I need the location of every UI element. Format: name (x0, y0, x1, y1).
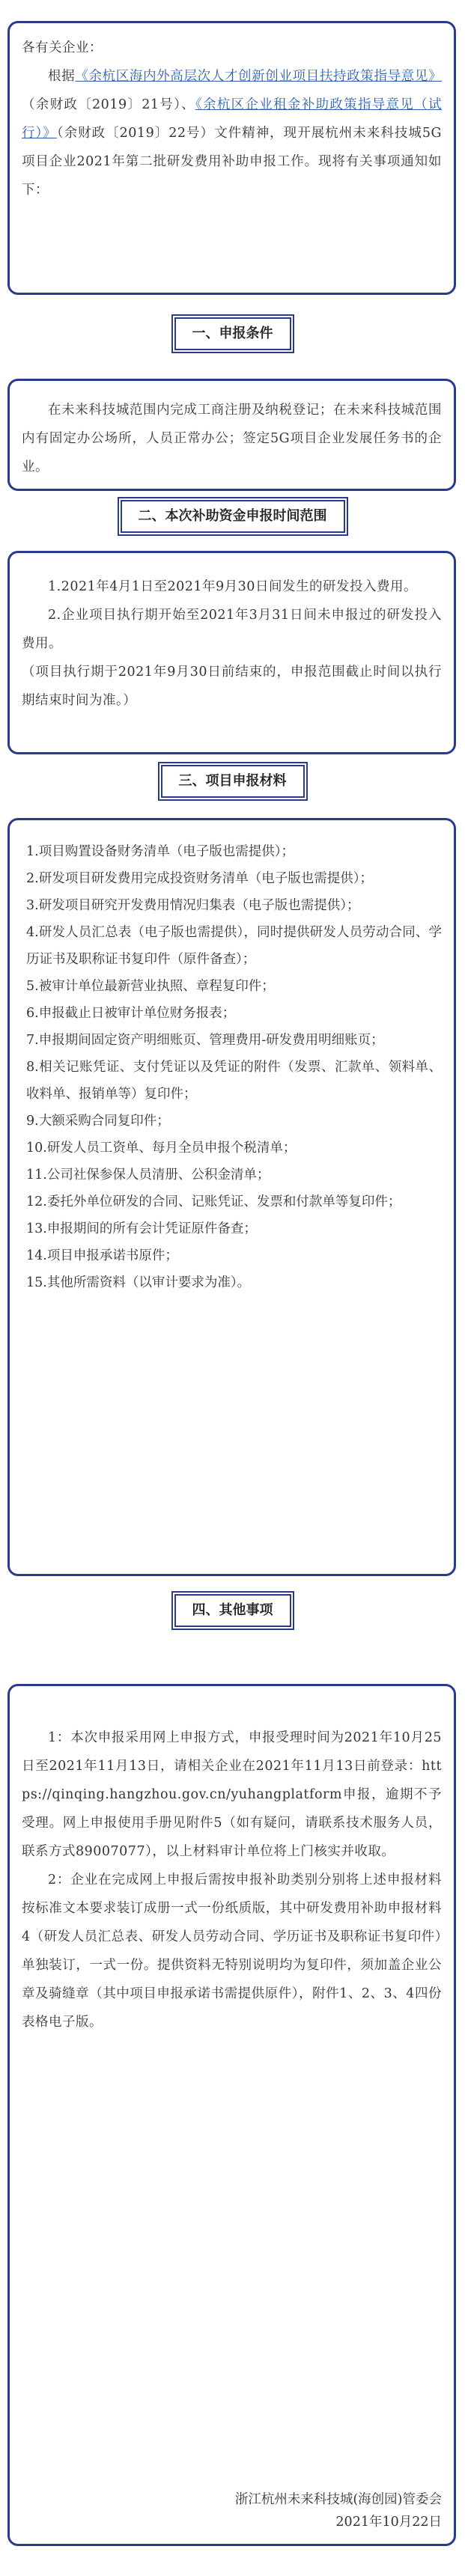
intro-pre: 根据 (48, 69, 76, 84)
signature-org: 浙江杭州未来科技城(海创园)管委会 (234, 2492, 442, 2507)
greeting: 各有关企业： (22, 40, 103, 55)
section-3-box (7, 818, 456, 1576)
material-item: 2.研发项目研发费用完成投资财务清单（电子版也需提供）； (26, 871, 373, 886)
material-item: 5.被审计单位最新营业执照、章程复印件； (26, 979, 275, 994)
other-item-2: 2：企业在完成网上申报后需按申报补助类别分别将上述申报材料按标准文本要求装订成册一式一份纸质版，其中研发费用补助申报材料4（研发人员汇总表、研发人员劳动合同、学历证书及职称证书复印件）单独装订，一式一份。提供资料无特别说明均为复印件，须加盖企业公章及骑缝章（其中项目申报承诺书需提供原件），附件1、2、3、4四份表格电子版。 (22, 1873, 442, 2030)
material-item: 7.申报期间固定资产明细账页、管理费用-研发费用明细账页； (26, 1033, 384, 1048)
material-item: 11.公司社保参保人员清册、公积金清单； (26, 1168, 270, 1182)
section-4-title: 四、其他事项 (174, 1594, 291, 1627)
material-item: 1.项目购置设备财务清单（电子版也需提供）； (26, 844, 294, 859)
intro-paragraph (22, 62, 442, 204)
material-item: 3.研发项目研究开发费用情况归集表（电子版也需提供）； (26, 898, 360, 913)
section-4-box (7, 1684, 456, 2546)
section-1-text: 在未来科技城范围内完成工商注册及纳税登记；在未来科技城范围内有固定办公场所，人员正常办公；签定5G项目企业发展任务书的企业。 (22, 403, 442, 474)
material-item: 10.研发人员工资单、每月全员申报个税清单； (26, 1141, 297, 1156)
policy-link-2[interactable]: 《余杭区企业租金补助政策指导意见（试行）》 (22, 97, 442, 141)
material-item: 14.项目申报承诺书原件； (26, 1248, 178, 1263)
section-1-box (7, 379, 456, 491)
section-2-item: 2.企业项目执行期开始至2021年3月31日间未申报过的研发投入费用。 (22, 608, 442, 651)
material-item: 15.其他所需资料（以审计要求为准）。 (26, 1275, 251, 1290)
signature (235, 2488, 442, 2533)
signature-date: 2021年10月22日 (335, 2515, 442, 2530)
section-3-title: 三、项目申报材料 (161, 765, 305, 798)
section-2-item: 1.2021年4月1日至2021年9月30日间发生的研发投入费用。 (48, 579, 417, 594)
section-2-title: 二、本次补助资金申报时间范围 (121, 500, 345, 533)
material-item: 4.研发人员汇总表（电子版也需提供），同时提供研发人员劳动合同、学历证书及职称证书复印件（原件备查）； (26, 925, 442, 967)
other-item-1: 1：本次申报采用网上申报方式，申报受理时间为2021年10月25日至2021年11月13日，请相关企业在2021年11月13日前登录：https://qinqing.hangzhou.gov.cn/yuhangplatform申报，逾期不予受理。网上申报使用手册见附件5（如有疑问，请联系技术服务人员，联系方式89007077），以上材料审计单位将上门核实并收取。 (22, 1730, 442, 1859)
material-item: 12.委托外单位研发的合同、记账凭证、发票和付款单等复印件； (26, 1194, 401, 1209)
material-item: 9.大额采购合同复印件； (26, 1114, 170, 1129)
material-item: 8.相关记账凭证、支付凭证以及凭证的附件（发票、汇款单、领料单、收料单、报销单等）复印件； (26, 1060, 442, 1102)
section-2-note: （项目执行期于2021年9月30日前结束的，申报范围截止时间以执行期结束时间为准。） (22, 665, 442, 708)
material-item: 6.申报截止日被审计单位财务报表； (26, 1006, 236, 1021)
material-item: 13.申报期间的所有会计凭证原件备查； (26, 1221, 257, 1236)
section-1-title: 一、申报条件 (174, 317, 291, 350)
doc-number-1: （余财政〔2019〕21号）、 (22, 97, 195, 112)
policy-link-1[interactable]: 《余杭区海内外高层次人才创新创业项目扶持政策指导意见》 (75, 69, 443, 84)
intro-box (7, 21, 456, 295)
section-2-box (7, 551, 456, 754)
doc-number-2: （余财政〔2019〕22号）文件精神，现开展杭州未来科技城5G项目企业2021年第二批研发费用补助申报工作。现将有关事项通知如下： (22, 126, 442, 198)
